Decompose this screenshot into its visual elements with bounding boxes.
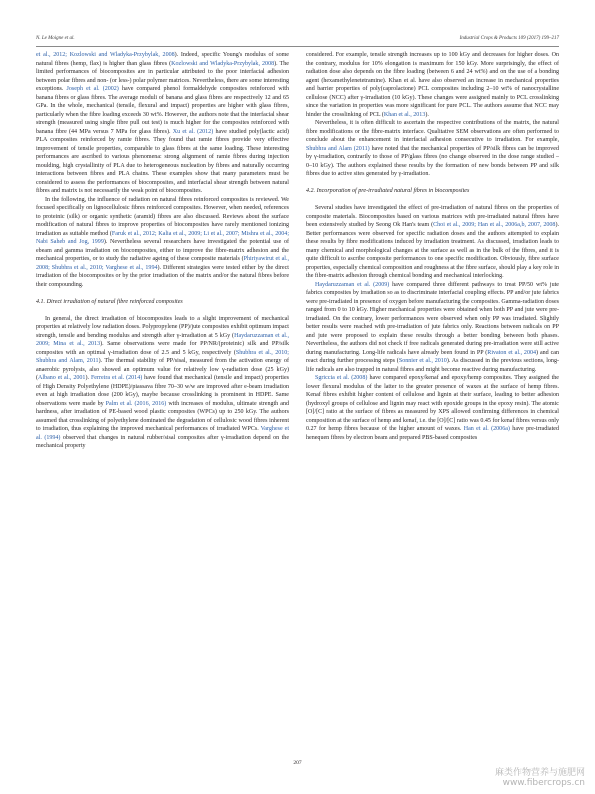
text-run: have studied poly(lactic acid) PLA composites reinforced by ramie fibres. They found that ramie fibres provide very effective improvement of tensile properties, comparable to glass fibres at the same loading. These interesting performances are ascribed to various phenomena: strong alignment of ramie fibres during injection moulding, high crystallinity of PLA due to heterogeneous nucleation by fibres and naturally occurring interactions between fibres and PLA chains. These examples show that many parameters must be considered to assess the performances of biocomposites, and interfacial shear strength between natural fibres and matrix is not necessarily the weak point of biocomposites. — [36, 128, 289, 194]
watermark — [495, 768, 585, 788]
paragraph — [36, 196, 289, 290]
text-run: have noted that the mechanical properties of PP/silk fibres can be improved by γ-irradiation, contrarily to those of PP/glass fibres (no change observed in the dose range studied – 0–10 kGy). The authors explained these results by the formation of new bonds between PP and silk fibres due to active sites generated by γ-irradiation. — [306, 145, 559, 177]
text-run: have found that mechanical (tensile and impact) properties of High Density Polyethylene (HDPE)/piassava fibre 70–30 w/w are improved after e-beam irradiation even at high irradiation dose (200 kGy), maybe because crosslinking is prominent in HDPE. Same observations were made by — [36, 375, 289, 407]
text-run: ) and can react during further processing steps ( — [306, 349, 559, 364]
text-run: ). — [85, 375, 91, 381]
citation-link[interactable]: Shubhra et al., 2010; Shubhra and Alam, 2011 — [36, 349, 289, 364]
paragraph — [306, 281, 559, 375]
citation-link[interactable]: Sonnier et al., 2010 — [398, 358, 447, 364]
citation-link[interactable]: Khan et al., 2013 — [383, 111, 426, 118]
paragraph — [36, 315, 289, 451]
paragraph — [306, 204, 559, 281]
citation-link[interactable]: et al., 2012; Kozlowski and Wladyka-Przybylak, 2008 — [36, 52, 175, 58]
text-run: ). Indeed, specific Young's modulus of some natural fibres (hemp, flax) is higher than glass fibres ( — [36, 52, 289, 67]
text-run: ). Same observations were made for PP/NR/(proteinic) silk and PP/silk composites with an optimal γ-irradiation dose of 2.5 and 5 kGy, respectively ( — [36, 341, 289, 356]
citation-link[interactable]: Haydaruzzaman et al. (2009) — [315, 281, 390, 288]
text-run: with increases of modulus, ultimate strength and hardness, after irradiation of PE-based wood plastic composites (WPCs) up to 250 kGy. The authors assumed that crosslinking of polyethylene dominated the degradation of cellulosic wood fibres inherent to irradiation, thus explaining the improved mechanical performances of irradiated WPCs. — [36, 400, 289, 432]
citation-link[interactable]: Palm et al. (2016, 2016) — [105, 400, 167, 407]
paragraph — [306, 51, 559, 119]
citation-link[interactable]: Phiriyawirut et al., 2008; Shubhra et al., 2010; Varghese et al., 1994 — [36, 256, 289, 271]
text-run: In the following, the influence of radiation on natural fibres reinforced composites is reviewed. We focused specifically on lignocellulosic fibres reinforced composites. However, when needed, references to proteinic (silk) or organic synthetic (aramid) fibres are also discussed. Reviews about the surface modification of natural fibres to improve properties of biocomposites have rarely mentioned ionizing irradiation as suitable method ( — [36, 196, 289, 237]
section-heading-4-1: 4.1. Direct irradiation of natural fibre reinforced composites — [36, 298, 183, 305]
citation-link[interactable]: Choi et al., 2009; Han et al., 2006a,b, 2007, 2008 — [433, 222, 556, 228]
header-authors: N. Le Moigne et al. — [36, 36, 75, 41]
left-column — [36, 51, 289, 751]
watermark-line-1: 麻类作物营养与施肥网 — [494, 768, 585, 778]
text-run: ). Better performances were observed for specific radiation doses and the authors attempted to explain these results by fibre modifications induced by irradiation treatment. As discussed, irradiation leads to many chemical and morphological changes at the surface as well as in the bulk of the fibres, and it is quite difficult to ascribe composite performances to one specific modification. Obviously, fibre surface properties, especially chemical composition and roughness at the fibre surface, should play a key role in the fibre-matrix adhesion through chemical bonding and mechanical interlocking. — [306, 222, 559, 279]
text-run: ). Nevertheless several researchers have investigated the potential use of ebeam and gamma irradiation on biocomposites, either to improve the fibre-matrix adhesion and the mechanical properties, or to study the radiative ageing of these composite materials ( — [36, 239, 289, 262]
citation-link[interactable]: Rivaton et al., 2004 — [487, 349, 537, 356]
running-header — [36, 36, 559, 46]
text-run: have pre-irradiated henequen fibres by electron beam and prepared PBS-based composites — [306, 426, 559, 441]
text-run: observed that changes in natural rubber/sisal composites after γ-irradiation depend on the mechanical property — [36, 434, 289, 449]
citation-link[interactable]: Sgriccia et al. (2008) — [315, 375, 368, 381]
paragraph — [306, 119, 559, 179]
watermark-line-2: www.fibercrops.cn — [502, 778, 585, 788]
text-run: Several studies have investigated the effect of pre-irradiation of natural fibres on the properties of composite materials. Biocomposites based on various matrices with pre-irradiated natural fibres have been extensively studied by Seong Ok Han's team ( — [306, 205, 559, 228]
text-run: considered. For example, tensile strength increases up to 100 kGy and decreases for higher doses. On the contrary, modulus for 10% elongation is maximum for 150 kGy. More surprisingly, the effect of radiation dose also depends on the fibre loading (between 6 and 24 wt%) and on the use of a bonding agent (hexamethylenetetramine). Khan et al. have also observed an increase in mechanical properties and barrier properties of poly(caprolactone) PCL composites including 2–10 wt% of nanocrystalline cellulose (NCC) after γ-irradiation (10 kGy). These changes were assigned mainly to PCL crosslinking since the variation in properties was more significant for pure PCL. The authors assume that NCC may hinder the crosslinking of PCL ( — [306, 52, 559, 118]
citation-link[interactable]: Faruk et al., 2012; Kalia et al., 2009; Li et al., 2007; Mishra et al., 2004; Nabi Saheb and Jog, 1999 — [36, 230, 289, 245]
text-run: ). The thermal stability of PP/sisal, measured from the activation energy of anaerobic pyrolysis, also showed an optimum value for relatively low γ-radiation dose (25 kGy) ( — [36, 358, 289, 381]
text-run: ). As discussed in the previous sections, long-life radicals are also trapped in natural fibres and might become reactive during manufacturing. — [306, 358, 559, 373]
citation-link[interactable]: Xu et al. (2012) — [172, 128, 214, 135]
citation-link[interactable]: Kozlowski and Wladyka-Przybylak, 2008 — [171, 60, 275, 67]
right-column — [306, 51, 559, 751]
text-run: Nevertheless, it is often difficult to ascertain the respective contributions of the matrix, the natural fibre modifications or the fibre-matrix interface. Qualitative SEM observations are often performed to conclude about the enhancement in interfacial adhesion consecutive to irradiation. For example, — [306, 120, 559, 143]
header-journal: Industrial Crops & Products 109 (2017) 199–217 — [459, 36, 559, 41]
text-run: have compared phenol formaldehyde composites reinforced with banana fibres or glass fibres. The average moduli of banana and glass fibres are respectively 12 and 65 GPa. In the whole, mechanical (tensile, flexural and impact) properties are higher with glass fibres, particularly when the fibre loading exceeds 30 wt%. However, the authors note that the interfacial shear strength (measured using single fibre pull out test) is much higher for the composites reinforced with banana fibre (44 MPa versus 7 MPa for glass fibres). — [36, 86, 289, 135]
citation-link[interactable]: Varghese et al. (1994) — [36, 426, 289, 441]
text-run: ). The limited performances of biocomposites are in particular attributed to the poor interfacial adhesion between polar fibres and non- (or less-) polar polymer matrices. Nevertheless, there are some interesting exceptions. — [36, 60, 289, 92]
citation-link[interactable]: Joseph et al. (2002) — [66, 86, 119, 92]
paragraph — [36, 51, 289, 196]
page-number: 207 — [293, 760, 302, 766]
citation-link[interactable]: Albano et al., 2001 — [38, 375, 86, 381]
citation-link[interactable]: Han et al. (2006a) — [463, 426, 510, 432]
section-heading-4-2: 4.2. Incorporation of pre-irradiated natural fibres in biocomposites — [306, 188, 470, 194]
text-run: ). Different strategies were tested either by the direct irradiation of the biocomposites or by the prior irradiation of the matrix and/or the natural fibres before their compounding. — [36, 264, 289, 288]
text-run: In general, the direct irradiation of biocomposites leads to a slight improvement of mechanical properties at relatively low radiation doses. Polypropylene (PP)/jute composites exhibit optimum impact strength, tensile and bending modulus and strength after γ-irradiation at 5 kGy ( — [36, 315, 289, 339]
paragraph — [306, 374, 559, 442]
citation-link[interactable]: Shubhra and Alam (2011) — [306, 145, 370, 152]
text-run: have compared three different pathways to treat PP/50 wt% jute fabrics composites by irradiation so as to discriminate interfacial coupling effects. PP and/or jute fabrics were pre-irradiated in presence of oxygen before manufacturing the composites. Gamma-radiation doses ranged from 0 to 10 kGy. Higher mechanical properties were obtained when both PP and jute were pre-irradiated. On the contrary, lower performances were observed when only PP was irradiated. Slightly better results were reached with pre-irradiation of jute fabrics only. Reactions between radicals on PP and jute were proposed to explain these results through a better bonding between both phases. Nevertheless, the authors did not check if free radicals generated during pre-irradiation were still active during manufacturing. Long-life radicals have already been found in PP ( — [306, 281, 559, 356]
text-run: have compared epoxy/kenaf and epoxy/hemp composites. They assigned the lower flexural modulus of the latter to the greater presence of waxes at the surface of hemp fibres. Kenaf fibres exhibit higher content of cellulose and lignin at their surface, leading to better adhesion (hydroxyl groups of cellulose and lignin may react with epoxide groups in the epoxy resin). The atomic [O]/[C] ratio at the surface of fibres as measured by XPS allowed confirming differences in chemical composition at the surface of hemp and kenaf, i.e. the [O]/[C] ratio was 0.45 for kenaf fibres versus only 0.27 for hemp fibres because of the higher amount of waxes. — [306, 375, 559, 432]
citation-link[interactable]: Haydaruzzaman et al., 2009; Mina et al., 2013 — [36, 332, 289, 347]
text-run: ). — [425, 111, 429, 118]
citation-link[interactable]: Ferreira et al. (2014) — [90, 375, 143, 381]
header-rule — [36, 46, 559, 47]
